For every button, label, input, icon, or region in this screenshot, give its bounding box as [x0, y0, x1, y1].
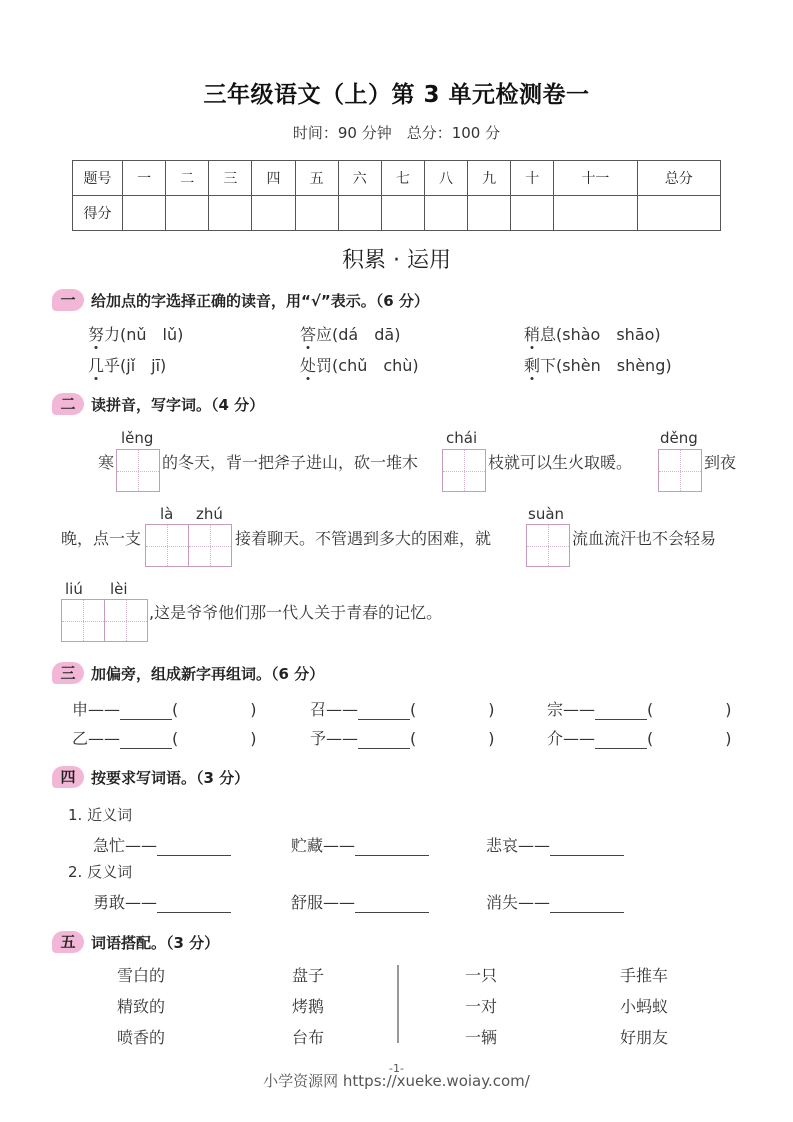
answer-blank[interactable]	[550, 855, 624, 856]
paren: )	[725, 729, 732, 748]
writing-box[interactable]	[104, 599, 148, 642]
question-number-badge: 二	[52, 393, 84, 415]
pinyin-options[interactable]: (shào shāo)	[556, 325, 661, 344]
word: 悲哀——	[486, 836, 551, 855]
score-cell[interactable]	[424, 196, 467, 231]
question-4-title: 按要求写词语。（3 分）	[91, 768, 250, 787]
match-word[interactable]: 小蚂蚁	[620, 997, 669, 1016]
pronunciation-item	[524, 322, 661, 345]
paren: )	[488, 700, 495, 719]
sentence-text: 晚，点一支	[61, 529, 142, 548]
match-word[interactable]: 一辆	[465, 1028, 498, 1047]
answer-blank[interactable]	[157, 912, 231, 913]
writing-box[interactable]	[61, 599, 105, 642]
question-5-heading	[52, 931, 219, 953]
sentence-text: 寒	[98, 453, 115, 472]
match-word[interactable]: 台布	[292, 1028, 325, 1047]
sentence-text: 到夜	[704, 453, 737, 472]
pronunciation-item	[88, 322, 183, 345]
radical-item	[72, 697, 257, 720]
exam-info: 时间：90 分钟 总分：100 分	[292, 124, 501, 142]
score-table-score-row	[73, 196, 721, 231]
answer-blank[interactable]	[157, 855, 231, 856]
pronunciation-item	[524, 353, 672, 376]
table-cell-header: 八	[424, 161, 467, 196]
writing-box[interactable]	[116, 449, 160, 492]
answer-blank[interactable]	[120, 719, 172, 720]
word: 贮藏——	[291, 836, 356, 855]
question-number-badge: 四	[52, 766, 84, 788]
match-word[interactable]: 好朋友	[620, 1028, 669, 1047]
table-cell-header: 五	[295, 161, 338, 196]
pronunciation-item	[300, 353, 419, 376]
table-cell-header: 九	[468, 161, 511, 196]
paren: )	[488, 729, 495, 748]
paren: (	[647, 729, 654, 748]
pinyin-options[interactable]: (shèn shèng)	[556, 356, 672, 375]
paren: (	[410, 700, 417, 719]
paren: )	[250, 700, 257, 719]
pronunciation-item	[88, 353, 166, 376]
match-word[interactable]: 盘子	[292, 966, 325, 985]
base-char: 予——	[310, 729, 359, 748]
dotted-char: 答	[300, 325, 317, 344]
pinyin-label: chái	[446, 429, 478, 447]
table-cell-label: 得分	[73, 196, 123, 231]
question-2-title: 读拼音，写字词。（4 分）	[91, 395, 265, 414]
antonym-item	[486, 890, 624, 913]
pinyin-label: liú	[65, 580, 83, 598]
char: 乎	[104, 356, 121, 375]
score-cell[interactable]	[209, 196, 252, 231]
score-cell[interactable]	[338, 196, 381, 231]
question-3-title: 加偏旁，组成新字再组词。（6 分）	[91, 664, 325, 683]
writing-box[interactable]	[526, 524, 570, 567]
subquestion-label: 2. 反义词	[68, 863, 133, 881]
question-5-title: 词语搭配。（3 分）	[91, 933, 220, 952]
table-cell-header: 总分	[637, 161, 720, 196]
question-number-badge: 三	[52, 662, 84, 684]
base-char: 宗——	[547, 700, 596, 719]
score-cell[interactable]	[166, 196, 209, 231]
radical-item	[72, 726, 257, 749]
char: 下	[540, 356, 557, 375]
word: 消失——	[486, 893, 551, 912]
table-cell-header: 三	[209, 161, 252, 196]
writing-box[interactable]	[658, 449, 702, 492]
answer-blank[interactable]	[120, 748, 172, 749]
sentence-text: 的冬天，背一把斧子进山，砍一堆木	[162, 453, 419, 472]
table-cell-header: 一	[123, 161, 166, 196]
score-table-header-row	[73, 161, 721, 196]
paren: (	[647, 700, 654, 719]
match-word[interactable]: 一对	[465, 997, 498, 1016]
answer-blank[interactable]	[595, 748, 647, 749]
match-word[interactable]: 喷香的	[117, 1028, 166, 1047]
paren: )	[725, 700, 732, 719]
radical-item	[310, 697, 495, 720]
sentence-text: ,这是爷爷他们那一代人关于青春的记忆。	[149, 603, 443, 622]
word: 勇敢——	[93, 893, 158, 912]
match-word[interactable]: 一只	[465, 966, 498, 985]
base-char: 申——	[72, 700, 121, 719]
page-title: 三年级语文（上）第 3 单元检测卷一	[203, 82, 590, 108]
dotted-char: 努	[88, 325, 105, 344]
score-cell[interactable]	[123, 196, 166, 231]
page-number: -1-	[389, 1062, 404, 1075]
sentence-text: 流血流汗也不会轻易	[572, 529, 717, 548]
radical-item	[547, 697, 732, 720]
pinyin-options[interactable]: (nǔ lǔ)	[120, 325, 184, 344]
watermark: 小学资源网 https://xueke.woiay.com/	[263, 1072, 530, 1090]
table-cell-header: 十一	[554, 161, 637, 196]
dotted-char: 剩	[524, 356, 541, 375]
table-cell-header: 二	[166, 161, 209, 196]
table-cell-header: 四	[252, 161, 295, 196]
table-cell-header: 六	[338, 161, 381, 196]
pinyin-options[interactable]: (dá dā)	[332, 325, 401, 344]
table-cell-header: 十	[511, 161, 554, 196]
question-3-heading	[52, 662, 324, 684]
score-cell[interactable]	[468, 196, 511, 231]
base-char: 召——	[310, 700, 359, 719]
answer-blank[interactable]	[355, 855, 429, 856]
char: 息	[540, 325, 557, 344]
table-cell-header: 七	[381, 161, 424, 196]
subquestion-label: 1. 近义词	[68, 806, 133, 824]
char: 罚	[316, 356, 333, 375]
match-word[interactable]: 雪白的	[117, 966, 166, 985]
pinyin-label: děng	[660, 429, 698, 447]
base-char: 乙——	[72, 729, 121, 748]
score-cell[interactable]	[554, 196, 637, 231]
section-heading: 积累 · 运用	[342, 248, 451, 273]
paren: (	[172, 729, 179, 748]
synonym-item	[486, 833, 624, 856]
answer-blank[interactable]	[358, 719, 410, 720]
radical-item	[547, 726, 732, 749]
base-char: 介——	[547, 729, 596, 748]
match-word[interactable]: 烤鹅	[292, 997, 325, 1016]
dotted-char: 稍	[524, 325, 541, 344]
pinyin-options[interactable]: (jǐ jī)	[120, 356, 167, 375]
score-cell[interactable]	[381, 196, 424, 231]
pinyin-label: là	[160, 505, 174, 523]
paren: (	[172, 700, 179, 719]
score-cell[interactable]	[637, 196, 720, 231]
synonym-item	[93, 833, 231, 856]
score-cell[interactable]	[511, 196, 554, 231]
antonym-item	[291, 890, 429, 913]
answer-blank[interactable]	[595, 719, 647, 720]
char: 应	[316, 325, 333, 344]
pronunciation-item	[300, 322, 400, 345]
paren: (	[410, 729, 417, 748]
synonym-item	[291, 833, 429, 856]
match-word[interactable]: 手推车	[620, 966, 669, 985]
dotted-char: 处	[300, 356, 317, 375]
pinyin-label: lěng	[121, 429, 154, 447]
antonym-item	[93, 890, 231, 913]
question-4-heading	[52, 766, 249, 788]
pinyin-label: suàn	[528, 505, 565, 523]
pinyin-options[interactable]: (chǔ chù)	[332, 356, 419, 375]
writing-box[interactable]	[442, 449, 486, 492]
answer-blank[interactable]	[355, 912, 429, 913]
answer-blank[interactable]	[550, 912, 624, 913]
writing-box[interactable]	[188, 524, 232, 567]
pinyin-label: zhú	[196, 505, 223, 523]
score-cell[interactable]	[252, 196, 295, 231]
table-cell-label: 题号	[73, 161, 123, 196]
match-word[interactable]: 精致的	[117, 997, 166, 1016]
sentence-text: 接着聊天。不管遇到多大的困难，就	[235, 529, 492, 548]
dotted-char: 几	[88, 356, 105, 375]
word: 急忙——	[93, 836, 158, 855]
answer-blank[interactable]	[358, 748, 410, 749]
paren: )	[250, 729, 257, 748]
question-number-badge: 五	[52, 931, 84, 953]
pinyin-label: lèi	[110, 580, 128, 598]
question-1-heading	[52, 289, 429, 311]
char: 力	[104, 325, 121, 344]
writing-box[interactable]	[145, 524, 189, 567]
question-number-badge: 一	[52, 289, 84, 311]
word: 舒服——	[291, 893, 356, 912]
score-table	[72, 160, 721, 231]
sentence-text: 枝就可以生火取暖。	[488, 453, 633, 472]
radical-item	[310, 726, 495, 749]
column-divider	[397, 965, 399, 1043]
score-cell[interactable]	[295, 196, 338, 231]
question-1-title: 给加点的字选择正确的读音，用“√”表示。（6 分）	[91, 291, 429, 310]
question-2-heading	[52, 393, 264, 415]
